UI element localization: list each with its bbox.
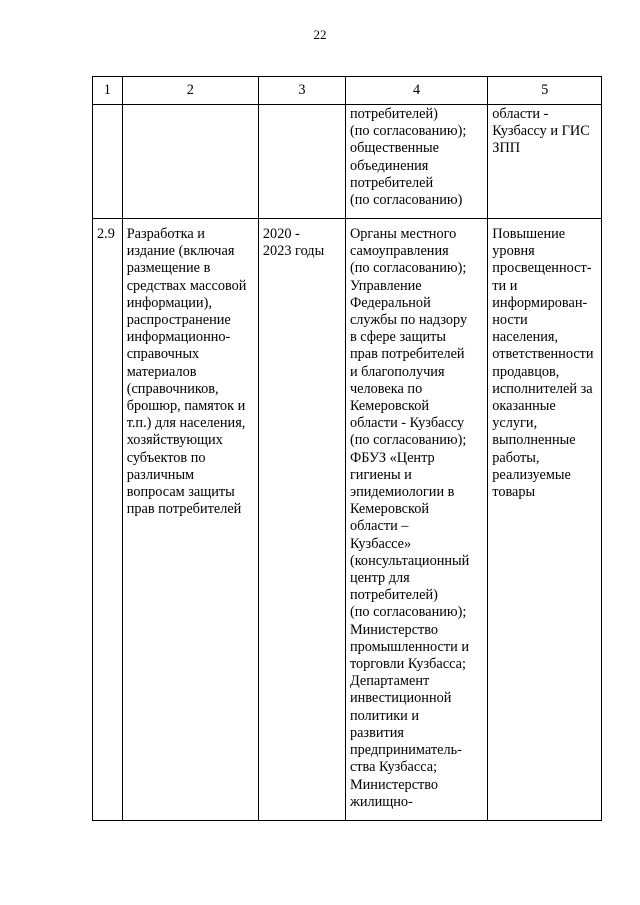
measures-table [92, 76, 602, 821]
text-line: (по согласованию); [349, 432, 467, 449]
text-line: информационно- [126, 329, 231, 346]
text-line: Кемеровской [349, 501, 429, 518]
header-col-4: 4 [345, 77, 487, 105]
cont-executors-cell [345, 105, 487, 219]
text-line: прав потребителей [126, 501, 242, 518]
cont-result-cell [488, 105, 602, 219]
text-line: Министерство [349, 776, 439, 793]
text-line: потребителей) [349, 587, 438, 604]
text-line: издание (включая [126, 243, 235, 260]
cont-col-2 [122, 105, 258, 219]
text-line: субъектов по [126, 449, 206, 466]
text-line: прав потребителей [349, 346, 465, 363]
text-line: различным [126, 466, 195, 483]
row-number: 2.9 [93, 219, 123, 821]
text-line: службы по надзору [349, 312, 468, 329]
text-line: Управление [349, 277, 422, 294]
text-line: брошюр, памяток и [126, 398, 246, 415]
text-line: справочных [126, 346, 200, 363]
header-col-5: 5 [488, 77, 602, 105]
header-col-1: 1 [93, 77, 123, 105]
table-row-2-9 [93, 219, 602, 821]
text-line: Федеральной [349, 294, 431, 311]
text-line: услуги, [492, 415, 538, 432]
continuation-row [93, 105, 602, 219]
text-line: гигиены и [349, 466, 412, 483]
text-line: центр для [349, 570, 410, 587]
executors-cell [345, 219, 487, 821]
text-line: человека по [349, 380, 423, 397]
text-line: ФБУЗ «Центр [349, 449, 435, 466]
text-line: объединения [349, 157, 429, 174]
table-header-row [93, 77, 602, 105]
text-line: в сфере защиты [349, 329, 446, 346]
text-line: Разработка и [126, 226, 205, 242]
text-line: населения, [492, 329, 559, 346]
text-line: ти и [492, 277, 518, 294]
cont-col-1 [93, 105, 123, 219]
text-line: т.п.) для населения, [126, 415, 246, 432]
text-line: ности [492, 312, 528, 329]
text-line: ства Кузбасса; [349, 759, 438, 776]
result-cell [488, 219, 602, 821]
text-line: исполнителей за [492, 380, 593, 397]
header-col-2: 2 [122, 77, 258, 105]
text-line: (по согласованию); [349, 604, 467, 621]
text-line: просвещенност- [492, 260, 592, 277]
text-line: предприниматель- [349, 742, 462, 759]
text-line: области – [349, 518, 409, 535]
text-line: 2023 годы [262, 243, 325, 260]
text-line: Кемеровской [349, 398, 429, 415]
text-line: Министерство [349, 621, 439, 638]
text-line: выполненные [492, 432, 576, 449]
text-line: (консультационный [349, 552, 470, 569]
measure-title-cell [122, 219, 258, 821]
text-line: промышленности и [349, 638, 470, 655]
text-line: ЗПП [492, 140, 521, 157]
text-line: оказанные [492, 398, 556, 415]
text-line: ответственности [492, 346, 594, 363]
text-line: реализуемые [492, 466, 571, 483]
text-line: Повышение [492, 226, 566, 242]
text-line: области - Кузбассу [349, 415, 465, 432]
text-line: политики и [349, 707, 420, 724]
text-line: 2020 - [262, 226, 300, 242]
text-line: продавцов, [492, 363, 560, 380]
text-line: хозяйствующих [126, 432, 223, 449]
text-line: материалов [126, 363, 197, 380]
text-line: развития [349, 724, 404, 741]
text-line: потребителей [349, 174, 434, 191]
text-line: Кузбассе» [349, 535, 412, 552]
text-line: жилищно- [349, 793, 413, 810]
cont-col-3 [258, 105, 345, 219]
text-line: эпидемиологии в [349, 484, 455, 501]
text-line: средствах массовой [126, 277, 247, 294]
text-line: распространение [126, 312, 231, 329]
text-line: уровня [492, 243, 535, 260]
text-line: и благополучия [349, 363, 445, 380]
text-line: (по согласованию); [349, 260, 467, 277]
text-line: инвестиционной [349, 690, 452, 707]
text-line: Департамент [349, 673, 430, 690]
text-line: (по согласованию); [349, 123, 467, 140]
text-line: Органы местного [349, 226, 457, 242]
header-col-3: 3 [258, 77, 345, 105]
text-line: потребителей) [349, 106, 438, 122]
text-line: торговли Кузбасса; [349, 656, 466, 673]
text-line: области - [492, 106, 549, 122]
text-line: (по согласованию) [349, 192, 463, 209]
text-line: товары [492, 484, 536, 501]
text-line: (справочников, [126, 380, 219, 397]
text-line: информации), [126, 294, 212, 311]
text-line: Кузбассу и ГИС [492, 123, 590, 140]
text-line: размещение в [126, 260, 211, 277]
text-line: вопросам защиты [126, 484, 235, 501]
text-line: общественные [349, 140, 439, 157]
period-cell [258, 219, 345, 821]
text-line: работы, [492, 449, 540, 466]
page-number: 22 [313, 27, 327, 42]
text-line: самоуправления [349, 243, 449, 260]
text-line: информирован- [492, 294, 588, 311]
